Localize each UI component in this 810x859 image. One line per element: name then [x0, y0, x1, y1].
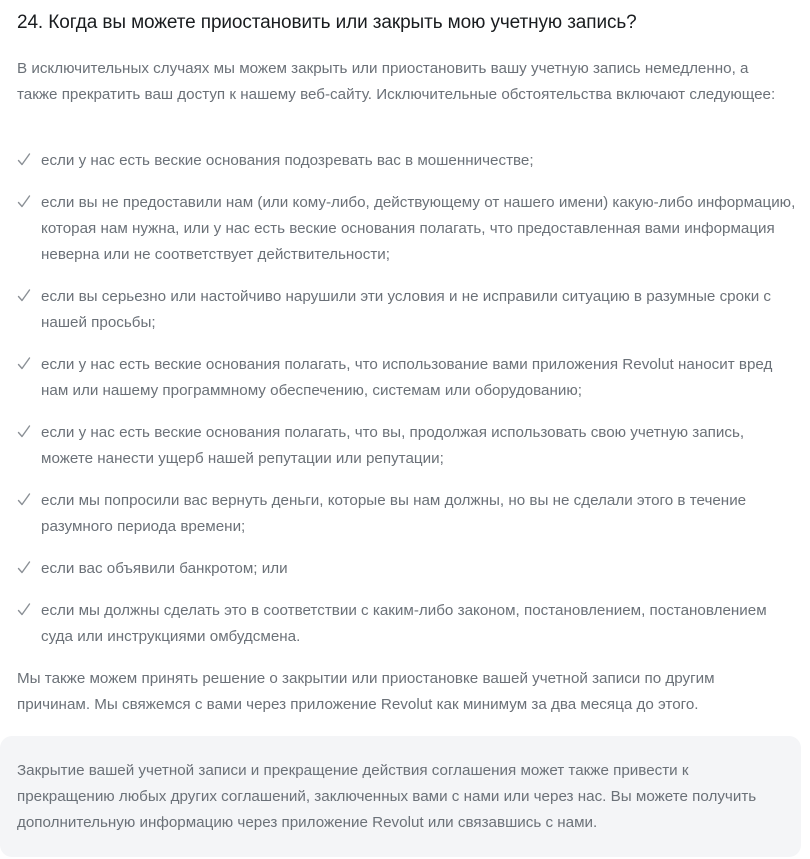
circumstances-list: [17, 148, 797, 666]
check-icon: [17, 152, 31, 168]
list-item-text: если у нас есть веские основания полагать, что вы, продолжая использовать свою учетную запись, можете нанести ущерб нашей репутации или репутации;: [41, 424, 745, 467]
check-icon: [17, 288, 31, 304]
list-item: [17, 556, 797, 582]
intro-paragraph: В исключительных случаях мы можем закрыть или приостановить вашу учетную запись немедленно, а также прекратить ваш доступ к нашему веб-сайту. Исключительные обстоятельства включают следующее:: [17, 60, 776, 103]
list-item: [17, 190, 797, 268]
check-icon: [17, 194, 31, 210]
list-item: [17, 488, 797, 540]
check-icon: [17, 560, 31, 576]
check-icon: [17, 492, 31, 508]
list-item-text: если у нас есть веские основания полагать, что использование вами приложения Revolut наносит вред нам или нашему программному обеспечению, системам или оборудованию;: [41, 356, 773, 399]
list-item: [17, 148, 797, 174]
list-item-text: если мы должны сделать это в соответствии с каким-либо законом, постановлением, постановлением суда или инструкциями омбудсмена.: [41, 602, 767, 645]
list-item-text: если вас объявили банкротом; или: [41, 560, 288, 577]
info-note: [0, 736, 801, 857]
list-item: [17, 352, 797, 404]
outro-paragraph: Мы также можем принять решение о закрытии или приостановке вашей учетной записи по другим причинам. Мы свяжемся с вами через приложение Revolut как минимум за два месяца до этого.: [17, 670, 715, 713]
list-item-text: если у нас есть веские основания подозревать вас в мошенничестве;: [41, 152, 534, 169]
list-item: [17, 598, 797, 650]
list-item: [17, 284, 797, 336]
list-item: [17, 420, 797, 472]
list-item-text: если мы попросили вас вернуть деньги, которые вы нам должны, но вы не сделали этого в течение разумного периода времени;: [41, 492, 747, 535]
list-item-text: если вы не предоставили нам (или кому-либо, действующему от нашего имени) какую-либо информацию, которая нам нужна, или у нас есть веские основания полагать, что предоставленная вами информация неверна или не соответствует действительности;: [41, 194, 796, 263]
info-note-text: Закрытие вашей учетной записи и прекращение действия соглашения может также привести к прекращению любых других соглашений, заключенных вами с нами или через нас. Вы можете получить дополнительную информацию через приложение Revolut или связавшись с нами.: [17, 762, 757, 831]
check-icon: [17, 356, 31, 372]
check-icon: [17, 424, 31, 440]
list-item-text: если вы серьезно или настойчиво нарушили эти условия и не исправили ситуацию в разумные сроки с нашей просьбы;: [41, 288, 771, 331]
section-title: 24. Когда вы можете приостановить или закрыть мою учетную запись?: [17, 12, 637, 33]
check-icon: [17, 602, 31, 618]
